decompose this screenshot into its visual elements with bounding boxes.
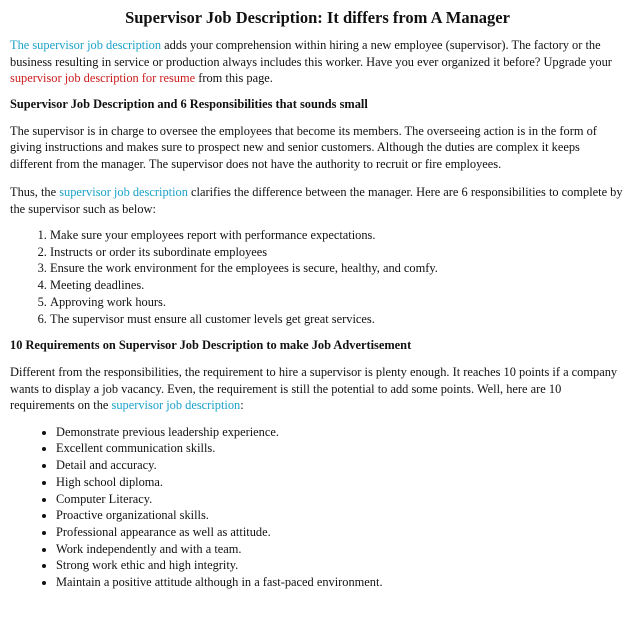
list-item: • Strong work ethic and high integrity. — [56, 557, 625, 574]
requirements-list — [10, 424, 625, 591]
page-title: Supervisor Job Description: It differs from A Manager — [125, 8, 510, 27]
supervisor-job-description-link[interactable]: supervisor job description — [111, 398, 241, 413]
section2-paragraph — [10, 364, 625, 414]
section1-paragraph-2-lead: Thus, the — [10, 185, 60, 199]
list-item: 5. Approving work hours. — [50, 294, 625, 311]
list-item: • High school diploma. — [56, 474, 625, 491]
section-heading-responsibilities: Supervisor Job Description and 6 Responsibilities that sounds small — [10, 96, 368, 111]
resume-link[interactable]: supervisor job description for resume — [10, 71, 196, 85]
list-item: • Maintain a positive attitude although in a fast-paced environment. — [56, 574, 625, 591]
document-page — [0, 9, 635, 591]
section2-paragraph-lead: Different from the responsibilities, the requirement to hire a supervisor is plenty enough. It reaches 10 points if a company wants to display a job vacancy. Even, the requirement is still the potential to add some points. Well, here are 10 requirements on the — [10, 365, 618, 413]
supervisor-job-description-link[interactable]: The supervisor job description — [10, 38, 162, 52]
intro-paragraph — [10, 37, 625, 87]
list-item: • Detail and accuracy. — [56, 457, 625, 474]
intro-text-2: from this page. — [195, 71, 273, 85]
section1-paragraph-1: The supervisor is in charge to oversee the employees that become its members. The overseeing action is in the form of giving instructions and makes sure to prospect new and senior customers. Although the duties are complex it keeps different from the manager. The supervisor does not have the authority to recruit or fire employees. — [10, 123, 597, 171]
section1-paragraph-2 — [10, 184, 625, 217]
list-item: • Computer Literacy. — [56, 491, 625, 508]
supervisor-job-description-link[interactable]: supervisor job description — [59, 185, 188, 199]
list-item: 1. Make sure your employees report with performance expectations. — [50, 227, 625, 244]
section2-paragraph-tail: : — [240, 398, 244, 413]
list-item: 3. Ensure the work environment for the employees is secure, healthy, and comfy. — [50, 260, 625, 277]
list-item: 6. The supervisor must ensure all customer levels get great services. — [50, 311, 625, 328]
list-item: • Proactive organizational skills. — [56, 507, 625, 524]
section-heading-requirements: 10 Requirements on Supervisor Job Description to make Job Advertisement — [10, 338, 412, 353]
list-item: • Professional appearance as well as attitude. — [56, 524, 625, 541]
responsibilities-list — [10, 227, 625, 327]
intro-text-1: adds your comprehension within hiring a new employee (supervisor). The factory or the business resulting in service or production always includes this worker. Have you ever organized it before? Upgrade your — [10, 38, 612, 69]
section1-paragraph-2-tail: clarifies the difference between the manager. Here are 6 responsibilities to complete by the supervisor such as below: — [10, 185, 623, 216]
list-item: • Demonstrate previous leadership experience. — [56, 424, 625, 441]
list-item: • Work independently and with a team. — [56, 541, 625, 558]
list-item: • Excellent communication skills. — [56, 440, 625, 457]
list-item: 4. Meeting deadlines. — [50, 277, 625, 294]
list-item: 2. Instructs or order its subordinate employees — [50, 244, 625, 261]
